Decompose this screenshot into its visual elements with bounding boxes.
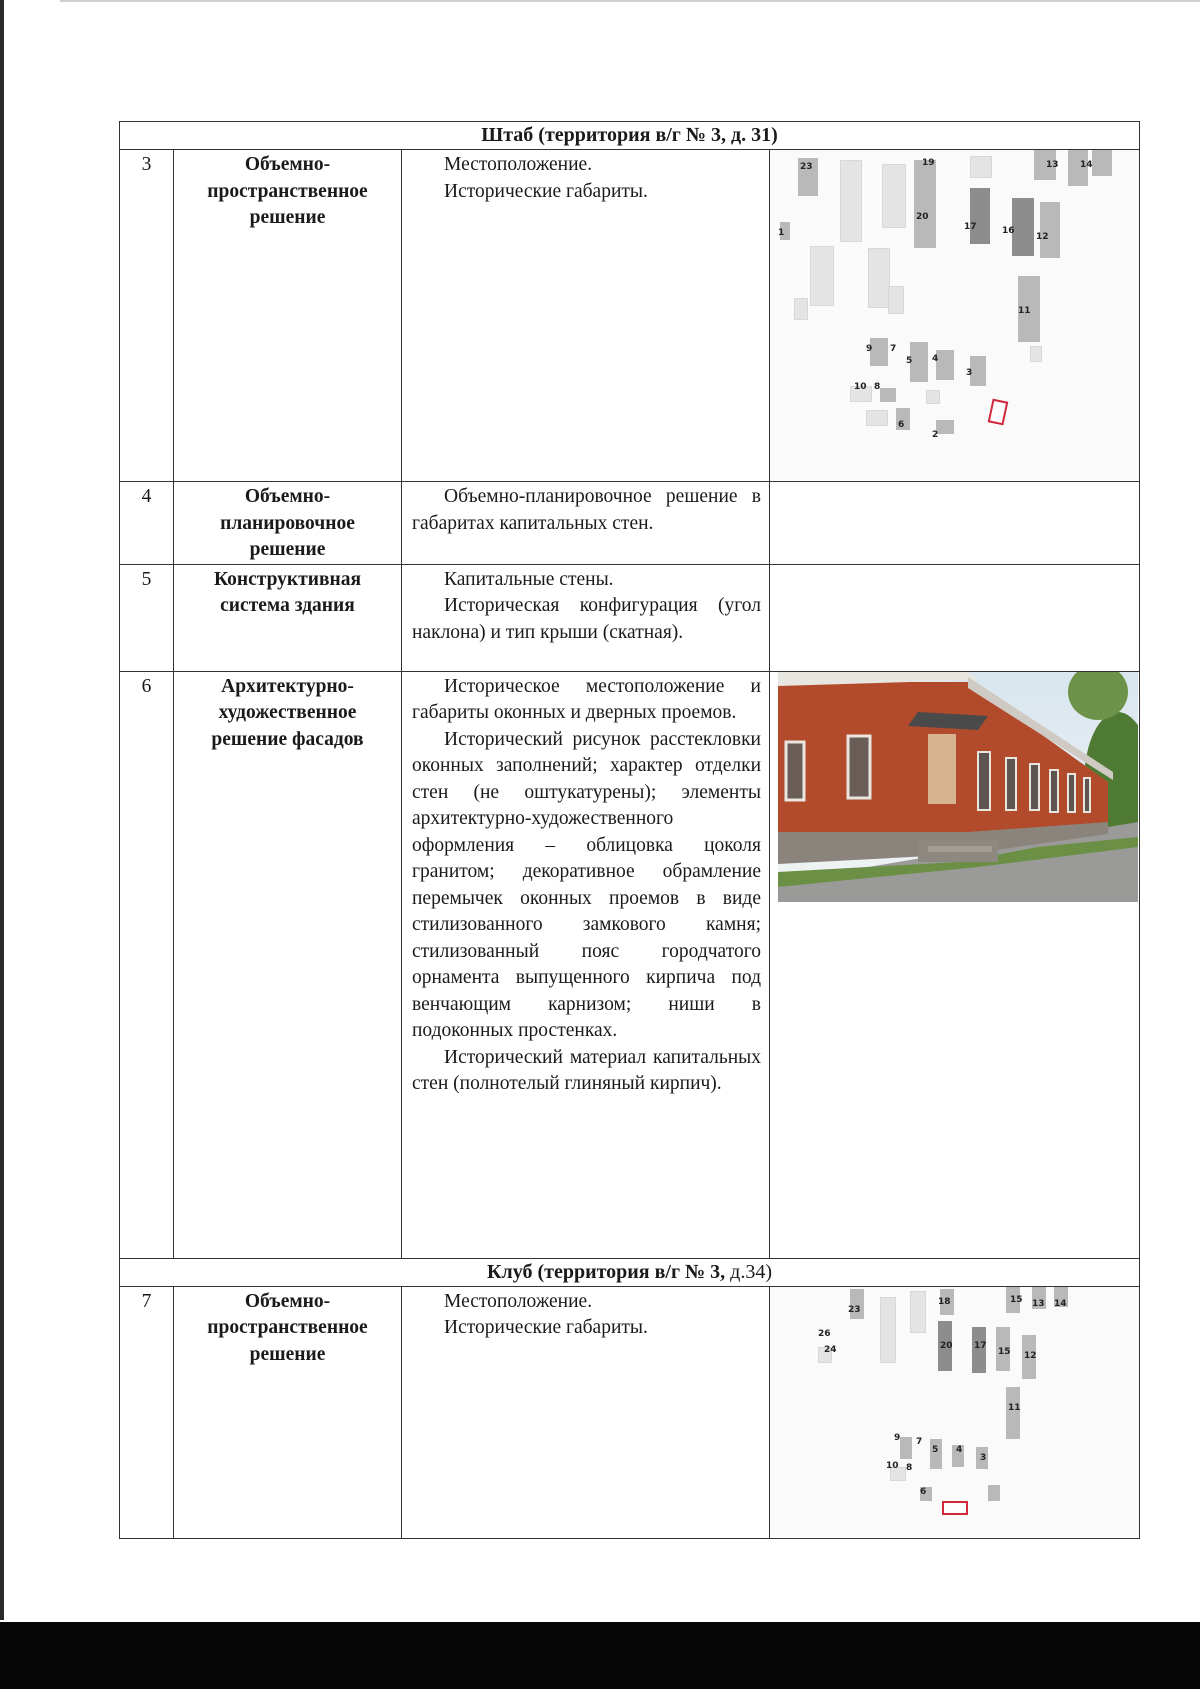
row-description (402, 1286, 770, 1538)
table-row (120, 150, 1140, 482)
building-number-label: 20 (916, 212, 929, 222)
building-number-label: 8 (906, 1462, 913, 1473)
description-paragraph: Историческое местоположение и габариты оконных и дверных проемов. (412, 675, 761, 723)
scan-bottom-bar (0, 1622, 1200, 1689)
building-number-label: 11 (1018, 306, 1031, 316)
building-number-label: 5 (906, 356, 913, 366)
building-number-label: 7 (890, 344, 897, 354)
building-number-label: 12 (1024, 1350, 1037, 1361)
section-title-club (120, 1258, 1140, 1286)
description-paragraph: Местоположение. (444, 154, 593, 175)
building-number-label: 6 (920, 1486, 927, 1497)
building-number-label: 9 (894, 1432, 901, 1443)
building-number-label: 8 (874, 382, 881, 392)
section-header-row (120, 1258, 1140, 1286)
building-number-label: 10 (886, 1460, 899, 1471)
description-paragraph: Исторический материал капитальных стен (полнотелый глиняный кирпич). (412, 1046, 761, 1094)
description-paragraph: Исторические габариты. (444, 1317, 648, 1338)
building-number-label: 14 (1080, 160, 1093, 170)
site-plan-cell (770, 150, 1140, 482)
facade-photo (778, 672, 1138, 902)
description-paragraph: Исторический рисунок расстекловки оконных заполнений; характер отделки стен (не оштукатурены); элементы архитектурно-художественного оформления – облицовка цоколя гранитом; декоративное обрамление перемычек оконных проемов в виде стилизованного замкового камня; стилизованный пояс городчатого орнамента выпущенного кирпича под венчающим карнизом; ниши в подоконных простенках. (412, 728, 761, 1041)
highlighted-building-marker (942, 1501, 968, 1515)
building-number-label: 26 (818, 1328, 831, 1339)
empty-image-cell (770, 482, 1140, 565)
row-subject-name: Архитектурно-художественное решение фасадов (174, 671, 402, 1258)
building-number-label: 19 (922, 158, 935, 168)
row-description (402, 150, 770, 482)
building-number-label: 4 (932, 354, 939, 364)
building-number-label: 15 (998, 1346, 1011, 1357)
building-number-label: 1 (778, 228, 785, 238)
site-plan-cell (770, 1286, 1140, 1538)
building-number-label: 23 (800, 162, 813, 172)
row-subject-name: Объемно-планировочное решение (174, 482, 402, 565)
description-paragraph: Исторические габариты. (444, 180, 648, 202)
row-number: 3 (120, 150, 174, 482)
building-number-label: 17 (974, 1340, 987, 1351)
scan-edge-top (60, 0, 1200, 2)
building-number-label: 24 (824, 1344, 837, 1355)
building-number-label: 15 (1010, 1294, 1023, 1305)
building-number-label: 2 (932, 430, 939, 440)
section-title-plain: д.34) (725, 1260, 772, 1283)
building-number-label: 11 (1008, 1402, 1021, 1413)
section-title-bold: Клуб (территория в/г № 3, (487, 1260, 726, 1283)
description-paragraph: Местоположение. (444, 1290, 593, 1312)
table-row (120, 482, 1140, 565)
protection-subjects-table (119, 121, 1140, 1539)
section-header-row (120, 122, 1140, 150)
row-number: 5 (120, 564, 174, 671)
building-number-label: 13 (1046, 160, 1059, 170)
building-number-label: 14 (1054, 1298, 1067, 1309)
building-number-label: 5 (932, 1444, 939, 1455)
row-description (402, 671, 770, 1258)
row-description (402, 482, 770, 565)
row-description (402, 564, 770, 671)
building-number-label: 17 (964, 222, 977, 232)
building-number-label: 10 (854, 382, 867, 392)
table-row (120, 564, 1140, 671)
row-number: 6 (120, 671, 174, 1258)
facade-photo-cell (770, 671, 1140, 1258)
building-number-label: 9 (866, 344, 873, 354)
building-number-label: 7 (916, 1436, 923, 1447)
empty-image-cell (770, 564, 1140, 671)
building-number-label: 23 (848, 1304, 861, 1315)
highlighted-building-marker (988, 399, 1009, 426)
building-number-label: 3 (980, 1452, 987, 1463)
row-number: 4 (120, 482, 174, 565)
scan-edge (0, 0, 4, 1620)
table-row (120, 671, 1140, 1258)
row-subject-name: Конструктивная система здания (174, 564, 402, 671)
table-row (120, 1286, 1140, 1538)
row-subject-name: Объемно-пространственное решение (174, 1286, 402, 1538)
building-number-label: 3 (966, 368, 973, 378)
building-number-label: 4 (956, 1444, 963, 1455)
building-number-label: 16 (1002, 226, 1015, 236)
site-plan-map (770, 1287, 1139, 1537)
building-number-label: 18 (938, 1296, 951, 1307)
document-sheet (119, 121, 1139, 1539)
row-subject-name: Объемно-пространственное решение (174, 150, 402, 482)
building-number-label: 12 (1036, 232, 1049, 242)
description-paragraph: Объемно-планировочное решение в габаритах капитальных стен. (412, 486, 761, 534)
building-number-label: 13 (1032, 1298, 1045, 1309)
description-paragraph: Капитальные стены. (444, 568, 614, 590)
building-number-label: 20 (940, 1340, 953, 1351)
row-number: 7 (120, 1286, 174, 1538)
section-title-shtab: Штаб (территория в/г № 3, д. 31) (120, 122, 1140, 150)
site-plan-map (770, 150, 1139, 480)
description-paragraph: Историческая конфигурация (угол наклона) и тип крыши (скатная). (412, 595, 761, 643)
building-number-label: 6 (898, 420, 905, 430)
